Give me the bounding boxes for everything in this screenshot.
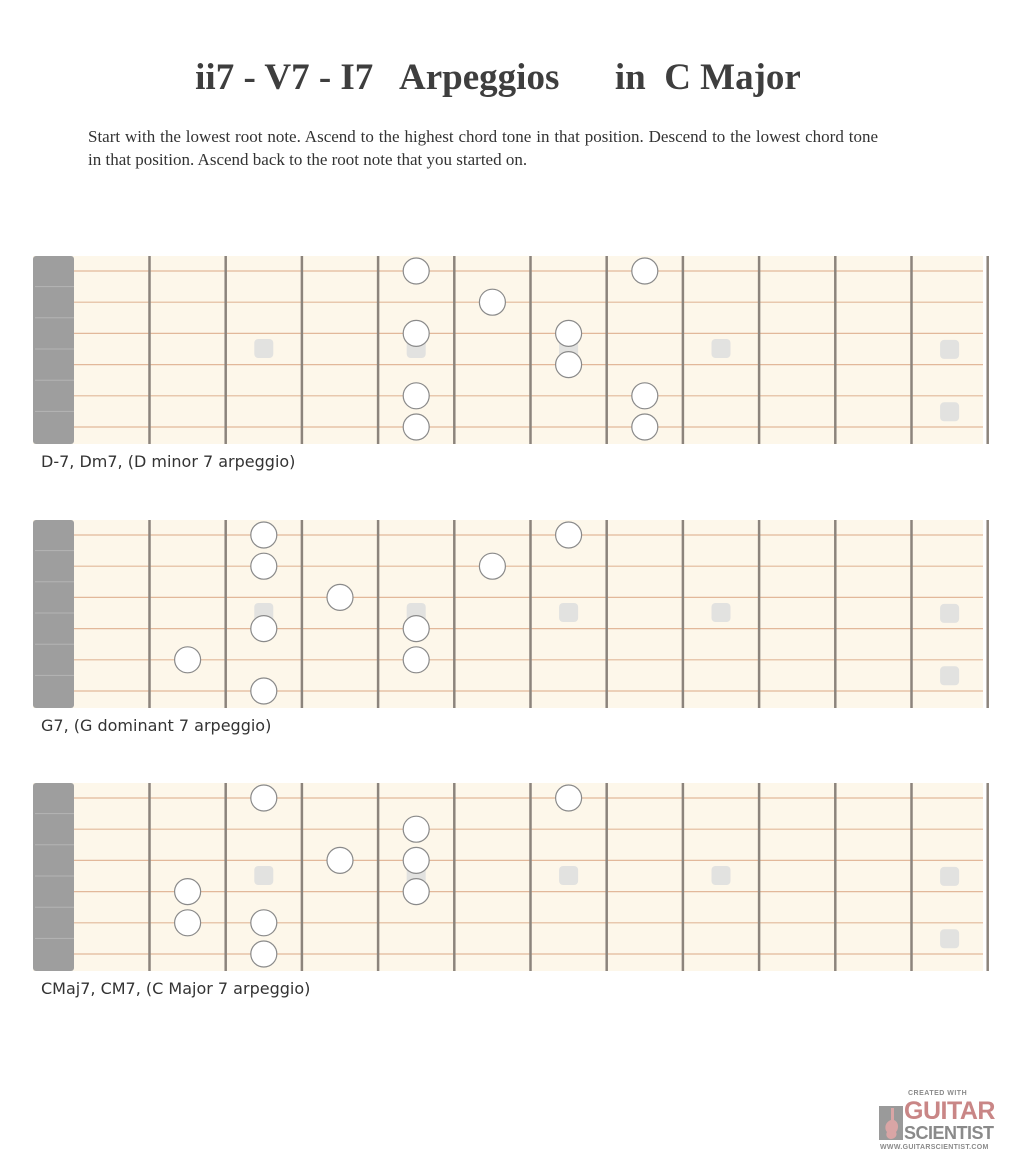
arpeggio-note	[175, 879, 201, 905]
fret-inlay-marker-double	[940, 340, 959, 359]
arpeggio-note	[403, 383, 429, 409]
fretboard-nut	[33, 256, 74, 444]
fret-inlay-marker	[712, 866, 731, 885]
arpeggio-note	[403, 258, 429, 284]
diagram-caption-g7: G7, (G dominant 7 arpeggio)	[41, 716, 272, 735]
fret-inlay-marker	[254, 339, 273, 358]
arpeggio-note	[251, 941, 277, 967]
logo-created-with: CREATED WITH	[908, 1090, 968, 1097]
arpeggio-note	[479, 289, 505, 315]
fret-inlay-marker-double	[940, 666, 959, 685]
fret-inlay-marker-double	[940, 867, 959, 886]
fret-inlay-marker	[559, 603, 578, 622]
fret-inlay-marker	[712, 603, 731, 622]
arpeggio-note	[251, 522, 277, 548]
arpeggio-note	[327, 847, 353, 873]
fretboard-background	[33, 520, 983, 708]
guitar-logo-icon	[878, 1102, 906, 1142]
arpeggio-note	[251, 616, 277, 642]
arpeggio-note	[251, 553, 277, 579]
arpeggio-note	[632, 258, 658, 284]
arpeggio-note	[403, 847, 429, 873]
arpeggio-note	[175, 910, 201, 936]
arpeggio-note	[251, 678, 277, 704]
logo-word-guitar: GUITAR	[904, 1097, 995, 1125]
fretboard-diagram-g7	[0, 518, 1011, 712]
diagram-caption-dm7: D-7, Dm7, (D minor 7 arpeggio)	[41, 452, 296, 471]
fretboard-diagram-cmaj7	[0, 781, 1011, 975]
arpeggio-note	[556, 320, 582, 346]
arpeggio-note	[403, 320, 429, 346]
fretboard-background	[33, 256, 983, 444]
logo-url: WWW.GUITARSCIENTIST.COM	[880, 1144, 989, 1151]
fret-inlay-marker-double	[940, 929, 959, 948]
arpeggio-note	[403, 879, 429, 905]
arpeggio-note	[403, 647, 429, 673]
arpeggio-note	[632, 414, 658, 440]
arpeggio-note	[251, 785, 277, 811]
guitar-scientist-logo	[872, 1090, 1004, 1154]
instructions-text: Start with the lowest root note. Ascend to the highest chord tone in that position. Descend to the lowest chord tone in that position. Ascend back to the root note that you started on.	[88, 127, 878, 169]
fretboard-nut	[33, 783, 74, 971]
arpeggio-note	[403, 816, 429, 842]
arpeggio-note	[403, 414, 429, 440]
arpeggio-note	[556, 785, 582, 811]
arpeggio-note	[556, 352, 582, 378]
arpeggio-note	[175, 647, 201, 673]
fret-inlay-marker	[712, 339, 731, 358]
arpeggio-note	[479, 553, 505, 579]
arpeggio-note	[632, 383, 658, 409]
fret-inlay-marker-double	[940, 402, 959, 421]
arpeggio-note	[327, 584, 353, 610]
fret-inlay-marker-double	[940, 604, 959, 623]
fret-inlay-marker	[559, 866, 578, 885]
arpeggio-note	[403, 616, 429, 642]
fretboard-nut	[33, 520, 74, 708]
arpeggio-note	[251, 910, 277, 936]
page-title: ii7 - V7 - I7 Arpeggios in C Major	[195, 57, 801, 98]
arpeggio-note	[556, 522, 582, 548]
logo-word-scientist: SCIENTIST	[904, 1123, 994, 1143]
diagram-caption-cmaj7: CMaj7, CM7, (C Major 7 arpeggio)	[41, 979, 311, 998]
fret-inlay-marker	[254, 866, 273, 885]
fretboard-diagram-dm7	[0, 254, 1011, 448]
fretboard-background	[33, 783, 983, 971]
